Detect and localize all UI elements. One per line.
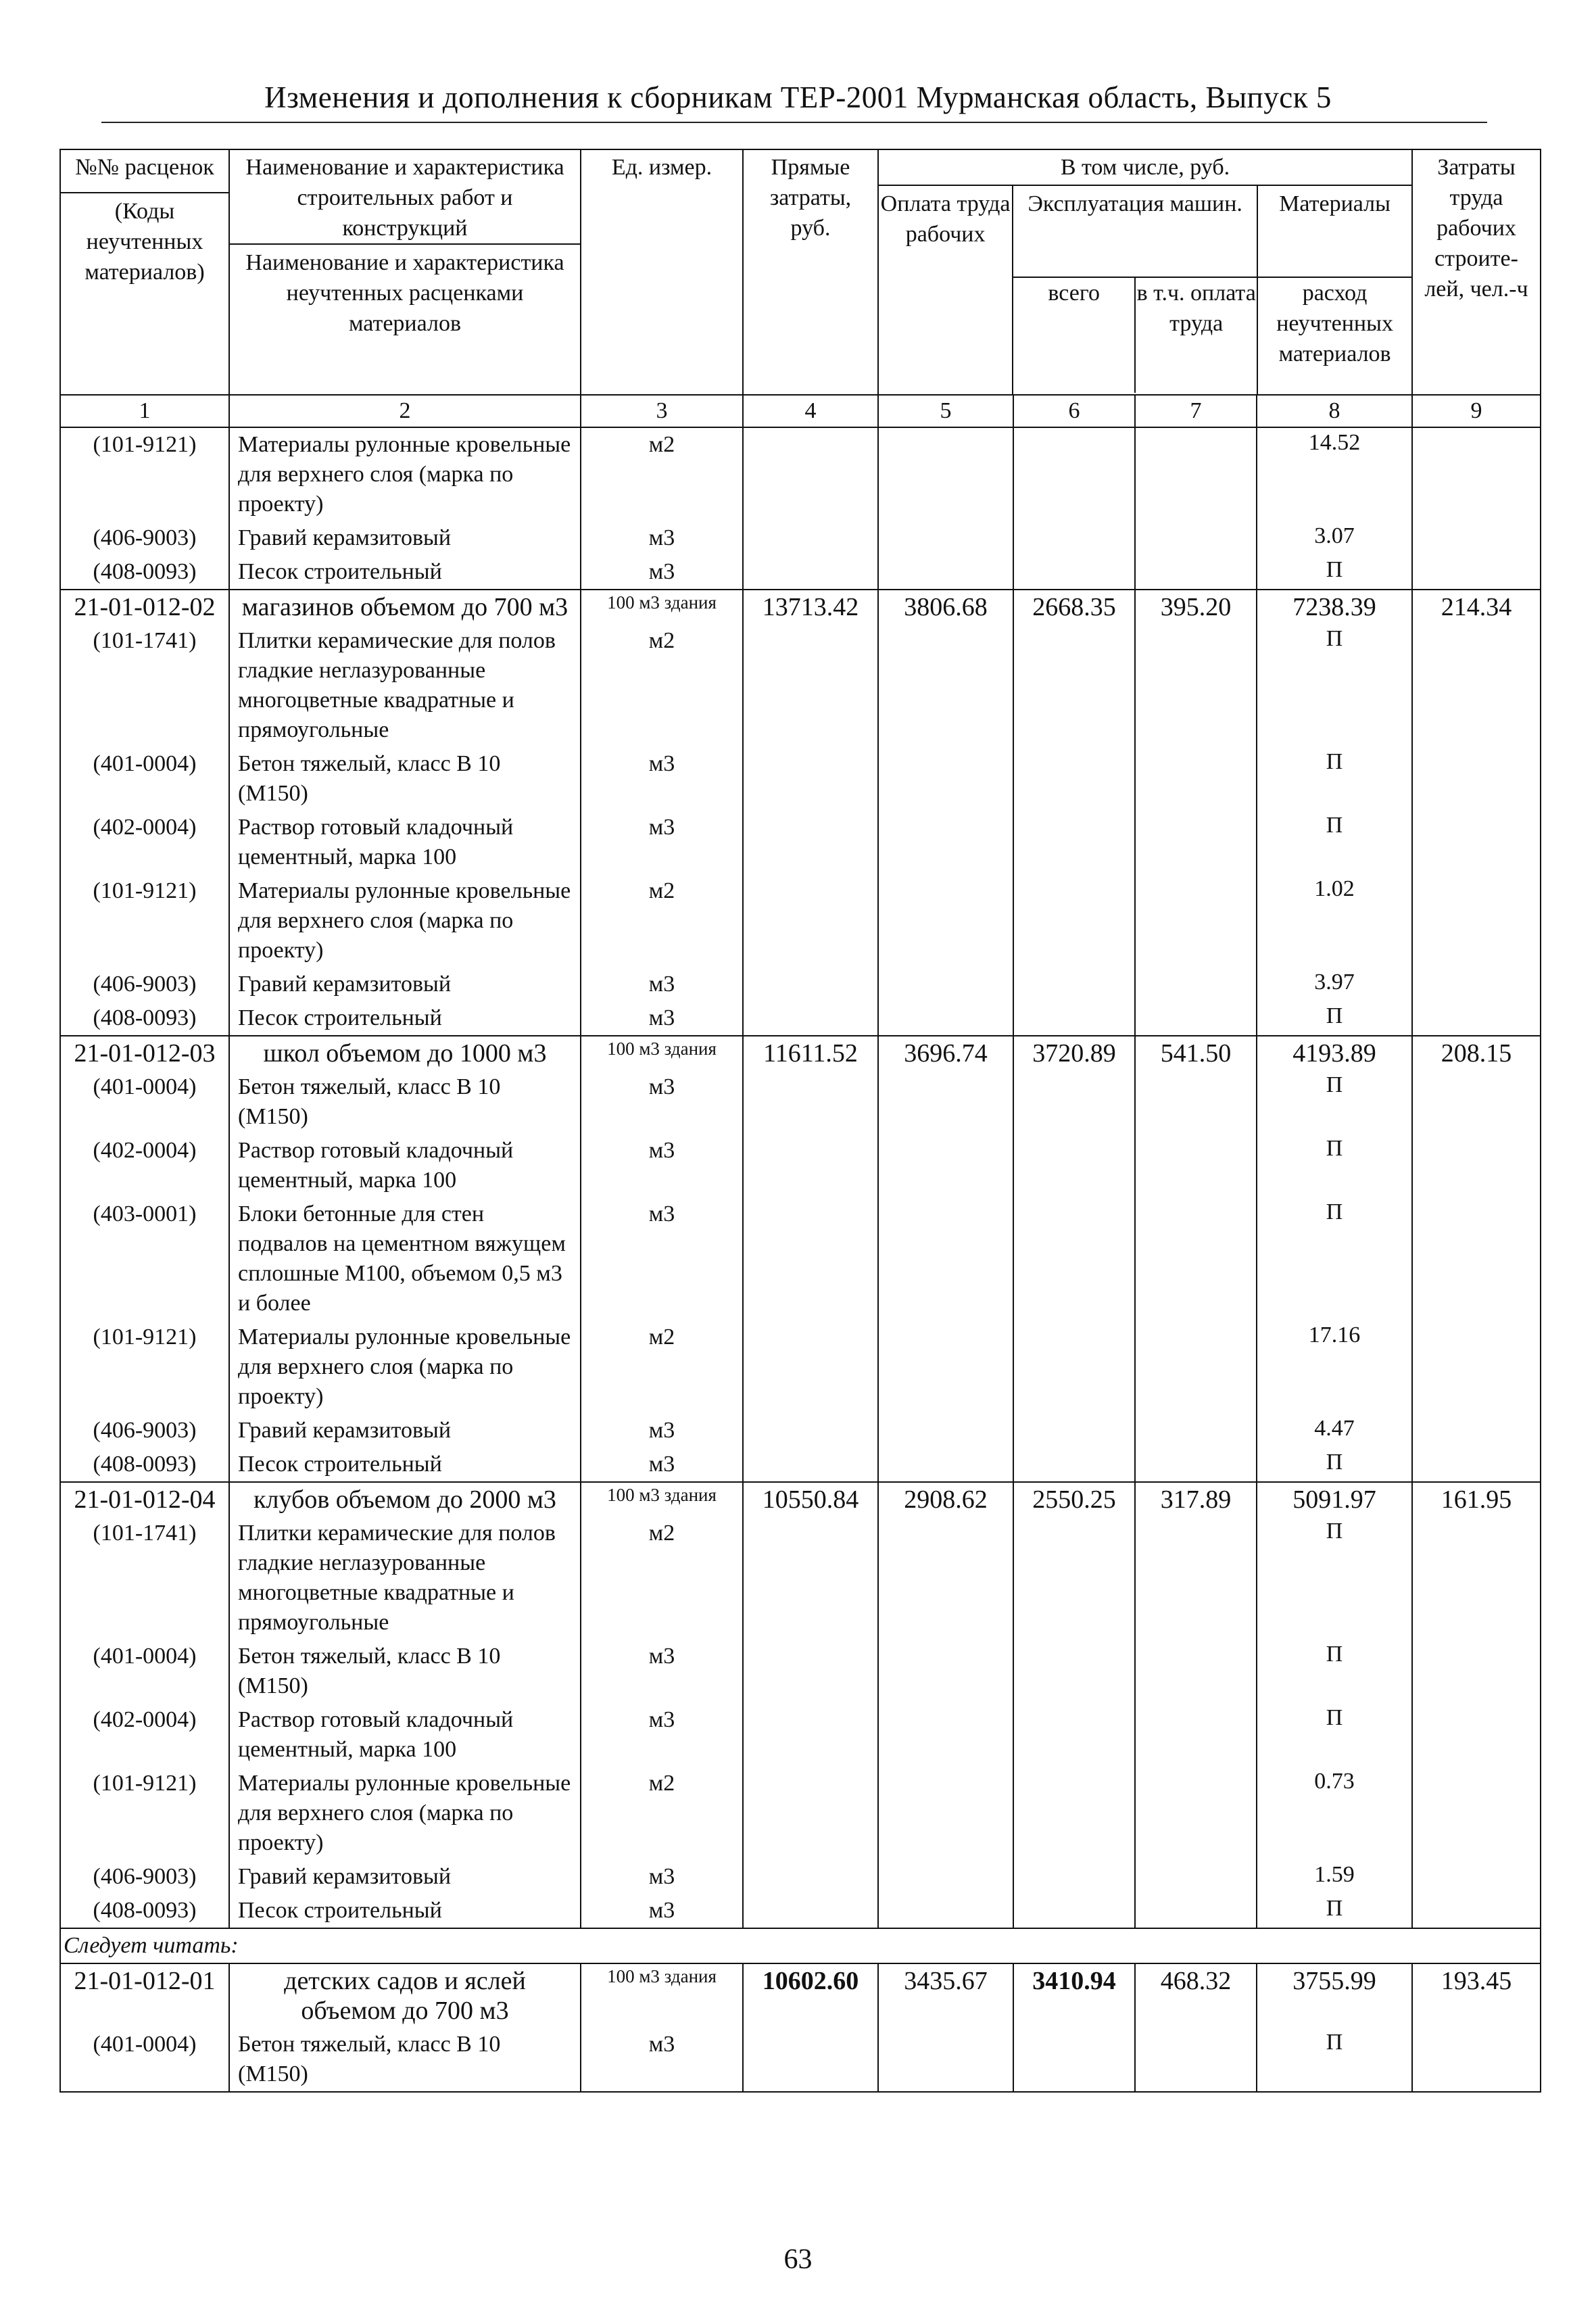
row-machine-cost <box>1013 874 1135 968</box>
row-name: Гравий керамзитовый <box>229 1414 581 1448</box>
row-code: 21-01-012-03 <box>60 1036 229 1070</box>
row-unit: м3 <box>581 2028 743 2092</box>
row-unit: м2 <box>581 1517 743 1640</box>
rate-row <box>60 1036 1541 1070</box>
row-machine-cost <box>1013 747 1135 811</box>
row-direct-cost: 13713.42 <box>743 590 878 624</box>
row-unit: м3 <box>581 1640 743 1703</box>
row-unit: м3 <box>581 1860 743 1894</box>
row-labor-hours <box>1412 1320 1541 1414</box>
row-machine-labor <box>1135 1860 1257 1894</box>
row-labor-cost <box>878 2028 1013 2092</box>
row-direct-cost <box>743 1860 878 1894</box>
header-hours: Затраты труда рабочих строите-лей, чел.-ч <box>1412 149 1541 395</box>
header-group <box>878 149 1412 395</box>
column-number: 8 <box>1257 395 1412 427</box>
row-direct-cost <box>743 1640 878 1703</box>
row-direct-cost <box>743 1414 878 1448</box>
row-unit: м3 <box>581 1414 743 1448</box>
column-number: 7 <box>1135 395 1257 427</box>
row-materials: П <box>1257 1134 1412 1197</box>
row-labor-hours <box>1412 1767 1541 1860</box>
row-name: детских садов и яслей объемом до 700 м3 <box>229 1963 581 2028</box>
row-code: (401-0004) <box>60 1070 229 1134</box>
material-row <box>60 1517 1541 1640</box>
row-machine-labor: 541.50 <box>1135 1036 1257 1070</box>
row-code: (101-1741) <box>60 624 229 747</box>
material-row <box>60 1197 1541 1320</box>
row-materials: П <box>1257 1197 1412 1320</box>
row-machine-labor <box>1135 1197 1257 1320</box>
row-labor-hours <box>1412 747 1541 811</box>
row-unit: 100 м3 здания <box>581 1482 743 1517</box>
row-unit: 100 м3 здания <box>581 1036 743 1070</box>
row-unit: м3 <box>581 1070 743 1134</box>
row-name: Материалы рулонные кровельные для верхнего слоя (марка по проекту) <box>229 1767 581 1860</box>
header-group-title: В том числе, руб. <box>879 150 1411 186</box>
column-number: 3 <box>581 395 743 427</box>
row-direct-cost <box>743 747 878 811</box>
row-labor-cost <box>878 1517 1013 1640</box>
material-row <box>60 1320 1541 1414</box>
row-labor-hours: 214.34 <box>1412 590 1541 624</box>
row-materials: П <box>1257 1448 1412 1482</box>
row-labor-hours <box>1412 968 1541 1001</box>
row-unit: м3 <box>581 1894 743 1928</box>
material-row <box>60 2028 1541 2092</box>
row-machine-cost <box>1013 555 1135 590</box>
row-name: Гравий керамзитовый <box>229 968 581 1001</box>
row-machine-cost: 2550.25 <box>1013 1482 1135 1517</box>
row-name: Гравий керамзитовый <box>229 521 581 555</box>
row-labor-hours: 193.45 <box>1412 1963 1541 2028</box>
row-code: 21-01-012-01 <box>60 1963 229 2028</box>
row-materials: П <box>1257 555 1412 590</box>
row-labor-cost <box>878 1894 1013 1928</box>
rate-row <box>60 1963 1541 2028</box>
row-direct-cost <box>743 555 878 590</box>
row-name: Песок строительный <box>229 1001 581 1036</box>
row-direct-cost: 10602.60 <box>743 1963 878 2028</box>
row-materials: П <box>1257 1070 1412 1134</box>
page-title: Изменения и дополнения к сборникам ТЕР-2001 Мурманская область, Выпуск 5 <box>264 80 1332 114</box>
row-code: (408-0093) <box>60 1894 229 1928</box>
row-machine-labor: 395.20 <box>1135 590 1257 624</box>
row-labor-cost <box>878 1860 1013 1894</box>
row-direct-cost: 10550.84 <box>743 1482 878 1517</box>
row-code: (101-9121) <box>60 1320 229 1414</box>
row-materials: 3755.99 <box>1257 1963 1412 2028</box>
row-name: Бетон тяжелый, класс В 10 (М150) <box>229 1640 581 1703</box>
header-name-bottom: Наименование и характеристика неучтенных расценками материалов <box>230 243 580 339</box>
row-code: (101-9121) <box>60 874 229 968</box>
row-unit: м3 <box>581 811 743 874</box>
row-labor-cost <box>878 1001 1013 1036</box>
row-labor-hours <box>1412 624 1541 747</box>
row-direct-cost <box>743 1448 878 1482</box>
page-number: 63 <box>783 2244 813 2275</box>
row-labor-hours <box>1412 874 1541 968</box>
row-materials: 17.16 <box>1257 1320 1412 1414</box>
row-code: (406-9003) <box>60 1860 229 1894</box>
note-label: Следует читать: <box>60 1928 1541 1963</box>
row-machine-cost <box>1013 2028 1135 2092</box>
row-name: Бетон тяжелый, класс В 10 (М150) <box>229 1070 581 1134</box>
header-mach-labor: в т.ч. оплата труда <box>1136 281 1256 336</box>
row-code: (101-9121) <box>60 1767 229 1860</box>
row-materials: 5091.97 <box>1257 1482 1412 1517</box>
row-code: (406-9003) <box>60 968 229 1001</box>
row-direct-cost <box>743 427 878 521</box>
row-labor-hours: 161.95 <box>1412 1482 1541 1517</box>
column-numbers-row <box>60 395 1541 427</box>
row-machine-cost <box>1013 624 1135 747</box>
row-machine-cost <box>1013 1134 1135 1197</box>
row-unit: м2 <box>581 1767 743 1860</box>
table-body-corrected <box>60 1963 1541 2092</box>
row-code: (101-1741) <box>60 1517 229 1640</box>
column-number: 1 <box>60 395 229 427</box>
header-code <box>60 149 229 395</box>
material-row <box>60 624 1541 747</box>
row-name: Песок строительный <box>229 1448 581 1482</box>
row-materials: 3.07 <box>1257 521 1412 555</box>
material-row <box>60 1414 1541 1448</box>
row-code: (101-9121) <box>60 427 229 521</box>
row-code: (402-0004) <box>60 1134 229 1197</box>
row-machine-cost <box>1013 1320 1135 1414</box>
header-materials-unaccounted: расход неучтенных материалов <box>1258 277 1411 369</box>
row-name: магазинов объемом до 700 м3 <box>229 590 581 624</box>
row-direct-cost <box>743 1703 878 1767</box>
row-name: Бетон тяжелый, класс В 10 (М150) <box>229 747 581 811</box>
row-labor-cost <box>878 521 1013 555</box>
material-row <box>60 1767 1541 1860</box>
row-machine-cost <box>1013 1894 1135 1928</box>
row-labor-hours <box>1412 427 1541 521</box>
header-unit: Ед. измер. <box>581 149 743 395</box>
row-labor-hours <box>1412 1860 1541 1894</box>
row-labor-hours <box>1412 1448 1541 1482</box>
row-labor-cost <box>878 1197 1013 1320</box>
row-machine-labor <box>1135 521 1257 555</box>
row-machine-labor <box>1135 811 1257 874</box>
row-machine-labor <box>1135 968 1257 1001</box>
row-direct-cost <box>743 1320 878 1414</box>
row-direct-cost <box>743 2028 878 2092</box>
row-machine-cost <box>1013 1001 1135 1036</box>
row-code: 21-01-012-02 <box>60 590 229 624</box>
row-direct-cost <box>743 811 878 874</box>
row-name: Раствор готовый кладочный цементный, марка 100 <box>229 1703 581 1767</box>
row-name: Материалы рулонные кровельные для верхнего слоя (марка по проекту) <box>229 427 581 521</box>
row-machine-labor <box>1135 427 1257 521</box>
row-direct-cost <box>743 1134 878 1197</box>
row-materials: 14.52 <box>1257 427 1412 521</box>
row-machine-labor: 468.32 <box>1135 1963 1257 2028</box>
row-labor-hours <box>1412 1703 1541 1767</box>
row-unit: м3 <box>581 747 743 811</box>
row-name: Гравий керамзитовый <box>229 1860 581 1894</box>
row-machine-labor: 317.89 <box>1135 1482 1257 1517</box>
row-machine-labor <box>1135 1640 1257 1703</box>
row-machine-labor <box>1135 2028 1257 2092</box>
row-labor-hours <box>1412 1070 1541 1134</box>
column-number: 5 <box>878 395 1013 427</box>
row-name: Блоки бетонные для стен подвалов на цементном вяжущем сплошные М100, объемом 0,5 м3 и более <box>229 1197 581 1320</box>
row-code: (408-0093) <box>60 1001 229 1036</box>
material-row <box>60 521 1541 555</box>
row-machine-cost <box>1013 1070 1135 1134</box>
row-labor-cost <box>878 1320 1013 1414</box>
row-labor-cost <box>878 1767 1013 1860</box>
material-row <box>60 811 1541 874</box>
row-direct-cost <box>743 624 878 747</box>
row-materials: П <box>1257 747 1412 811</box>
row-unit: м3 <box>581 1197 743 1320</box>
header-direct: Прямые затраты, руб. <box>743 149 878 395</box>
row-code: (401-0004) <box>60 2028 229 2092</box>
material-row <box>60 1894 1541 1928</box>
row-labor-cost <box>878 811 1013 874</box>
material-row <box>60 1448 1541 1482</box>
row-labor-cost <box>878 1414 1013 1448</box>
row-labor-cost <box>878 1134 1013 1197</box>
row-machine-labor <box>1135 1001 1257 1036</box>
material-row <box>60 1001 1541 1036</box>
row-materials: 3.97 <box>1257 968 1412 1001</box>
header-labor: Оплата труда рабочих <box>879 186 1013 394</box>
row-unit: м2 <box>581 1320 743 1414</box>
row-labor-hours <box>1412 1894 1541 1928</box>
row-unit: м2 <box>581 427 743 521</box>
row-unit: м3 <box>581 555 743 590</box>
row-labor-hours <box>1412 1001 1541 1036</box>
rate-row <box>60 1482 1541 1517</box>
row-materials: П <box>1257 1517 1412 1640</box>
row-name: Плитки керамические для полов гладкие неглазурованные многоцветные квадратные и прямоугольные <box>229 1517 581 1640</box>
row-unit: м3 <box>581 1134 743 1197</box>
material-row <box>60 1070 1541 1134</box>
column-number: 4 <box>743 395 878 427</box>
row-name: клубов объемом до 2000 м3 <box>229 1482 581 1517</box>
row-name: Раствор готовый кладочный цементный, марка 100 <box>229 1134 581 1197</box>
row-labor-hours <box>1412 1414 1541 1448</box>
row-labor-cost <box>878 555 1013 590</box>
row-materials: П <box>1257 1001 1412 1036</box>
row-machine-cost: 3410.94 <box>1013 1963 1135 2028</box>
row-machine-cost <box>1013 1767 1135 1860</box>
row-machine-cost <box>1013 1703 1135 1767</box>
row-code: (401-0004) <box>60 1640 229 1703</box>
row-machine-labor <box>1135 1414 1257 1448</box>
header-code-bottom: (Коды неучтенных материалов) <box>61 192 228 287</box>
header-mach-total: всего <box>1013 278 1136 393</box>
row-machine-labor <box>1135 874 1257 968</box>
row-unit: м3 <box>581 521 743 555</box>
rate-row <box>60 590 1541 624</box>
row-code: (408-0093) <box>60 1448 229 1482</box>
material-row <box>60 555 1541 590</box>
header-code-top: №№ расценок <box>75 155 214 180</box>
row-labor-cost <box>878 1640 1013 1703</box>
row-materials: 7238.39 <box>1257 590 1412 624</box>
row-materials: П <box>1257 1894 1412 1928</box>
row-machine-cost <box>1013 968 1135 1001</box>
row-labor-cost <box>878 624 1013 747</box>
row-machine-labor <box>1135 1320 1257 1414</box>
material-row <box>60 427 1541 521</box>
row-direct-cost <box>743 1197 878 1320</box>
header-name-top: Наименование и характеристика строительных работ и конструкций <box>245 155 564 241</box>
row-machine-labor <box>1135 1703 1257 1767</box>
row-unit: м3 <box>581 1448 743 1482</box>
row-machine-labor <box>1135 1767 1257 1860</box>
header-name <box>229 149 581 395</box>
row-labor-hours <box>1412 1517 1541 1640</box>
row-name: Плитки керамические для полов гладкие неглазурованные многоцветные квадратные и прямоугольные <box>229 624 581 747</box>
row-labor-cost <box>878 427 1013 521</box>
row-labor-cost <box>878 1448 1013 1482</box>
row-machine-labor <box>1135 1070 1257 1134</box>
row-labor-hours <box>1412 555 1541 590</box>
row-labor-cost <box>878 747 1013 811</box>
row-labor-hours <box>1412 1197 1541 1320</box>
row-unit: м2 <box>581 874 743 968</box>
row-machine-labor <box>1135 747 1257 811</box>
material-row <box>60 1640 1541 1703</box>
row-materials: 4.47 <box>1257 1414 1412 1448</box>
row-unit: м3 <box>581 1703 743 1767</box>
row-materials: П <box>1257 624 1412 747</box>
row-labor-cost: 2908.62 <box>878 1482 1013 1517</box>
row-labor-hours <box>1412 2028 1541 2092</box>
row-machine-cost: 3720.89 <box>1013 1036 1135 1070</box>
row-direct-cost <box>743 968 878 1001</box>
material-row <box>60 1703 1541 1767</box>
material-row <box>60 1134 1541 1197</box>
row-machine-cost <box>1013 1860 1135 1894</box>
row-machine-cost <box>1013 1640 1135 1703</box>
row-code: (406-9003) <box>60 1414 229 1448</box>
column-number: 6 <box>1013 395 1135 427</box>
row-code: (408-0093) <box>60 555 229 590</box>
row-materials: 0.73 <box>1257 1767 1412 1860</box>
row-machine-cost <box>1013 1197 1135 1320</box>
row-materials: 1.02 <box>1257 874 1412 968</box>
row-labor-cost: 3696.74 <box>878 1036 1013 1070</box>
row-unit: 100 м3 здания <box>581 1963 743 2028</box>
column-number: 9 <box>1412 395 1541 427</box>
row-labor-hours <box>1412 521 1541 555</box>
row-name: школ объемом до 1000 м3 <box>229 1036 581 1070</box>
row-unit: м3 <box>581 1001 743 1036</box>
row-machine-labor <box>1135 1134 1257 1197</box>
row-code: (406-9003) <box>60 521 229 555</box>
row-code: (402-0004) <box>60 1703 229 1767</box>
row-machine-labor <box>1135 1894 1257 1928</box>
row-machine-cost <box>1013 811 1135 874</box>
row-name: Песок строительный <box>229 1894 581 1928</box>
price-table <box>59 149 1541 2093</box>
row-name: Материалы рулонные кровельные для верхнего слоя (марка по проекту) <box>229 1320 581 1414</box>
row-direct-cost <box>743 1001 878 1036</box>
row-labor-cost: 3435.67 <box>878 1963 1013 2028</box>
material-row <box>60 1860 1541 1894</box>
row-name: Бетон тяжелый, класс В 10 (М150) <box>229 2028 581 2092</box>
column-number: 2 <box>229 395 581 427</box>
row-machine-cost <box>1013 1448 1135 1482</box>
row-unit: м2 <box>581 624 743 747</box>
row-labor-hours <box>1412 1640 1541 1703</box>
row-name: Песок строительный <box>229 555 581 590</box>
row-direct-cost <box>743 1517 878 1640</box>
row-direct-cost <box>743 1894 878 1928</box>
row-materials: 1.59 <box>1257 1860 1412 1894</box>
row-labor-cost <box>878 968 1013 1001</box>
row-materials: П <box>1257 2028 1412 2092</box>
row-machine-labor <box>1135 555 1257 590</box>
row-labor-cost <box>878 874 1013 968</box>
row-code: (403-0001) <box>60 1197 229 1320</box>
row-code: 21-01-012-04 <box>60 1482 229 1517</box>
row-unit: 100 м3 здания <box>581 590 743 624</box>
row-labor-hours: 208.15 <box>1412 1036 1541 1070</box>
row-materials: 4193.89 <box>1257 1036 1412 1070</box>
header-materials: Материалы <box>1279 191 1391 216</box>
title-rule <box>101 122 1487 123</box>
row-name: Материалы рулонные кровельные для верхнего слоя (марка по проекту) <box>229 874 581 968</box>
row-machine-cost <box>1013 1517 1135 1640</box>
row-materials: П <box>1257 1640 1412 1703</box>
row-direct-cost <box>743 1767 878 1860</box>
row-machine-cost <box>1013 521 1135 555</box>
row-machine-cost: 2668.35 <box>1013 590 1135 624</box>
row-labor-cost <box>878 1703 1013 1767</box>
row-materials: П <box>1257 811 1412 874</box>
row-machine-labor <box>1135 1517 1257 1640</box>
row-machine-cost <box>1013 1414 1135 1448</box>
row-direct-cost <box>743 521 878 555</box>
row-direct-cost: 11611.52 <box>743 1036 878 1070</box>
row-code: (401-0004) <box>60 747 229 811</box>
note-section <box>60 1928 1541 1963</box>
table-body <box>60 427 1541 1928</box>
material-row <box>60 968 1541 1001</box>
row-labor-cost: 3806.68 <box>878 590 1013 624</box>
header-machines: Эксплуатация машин. <box>1027 191 1242 216</box>
row-unit: м3 <box>581 968 743 1001</box>
row-labor-hours <box>1412 811 1541 874</box>
row-direct-cost <box>743 874 878 968</box>
row-direct-cost <box>743 1070 878 1134</box>
row-name: Раствор готовый кладочный цементный, марка 100 <box>229 811 581 874</box>
material-row <box>60 874 1541 968</box>
row-machine-labor <box>1135 624 1257 747</box>
row-materials: П <box>1257 1703 1412 1767</box>
row-machine-labor <box>1135 1448 1257 1482</box>
material-row <box>60 747 1541 811</box>
row-labor-cost <box>878 1070 1013 1134</box>
row-machine-cost <box>1013 427 1135 521</box>
row-labor-hours <box>1412 1134 1541 1197</box>
row-code: (402-0004) <box>60 811 229 874</box>
